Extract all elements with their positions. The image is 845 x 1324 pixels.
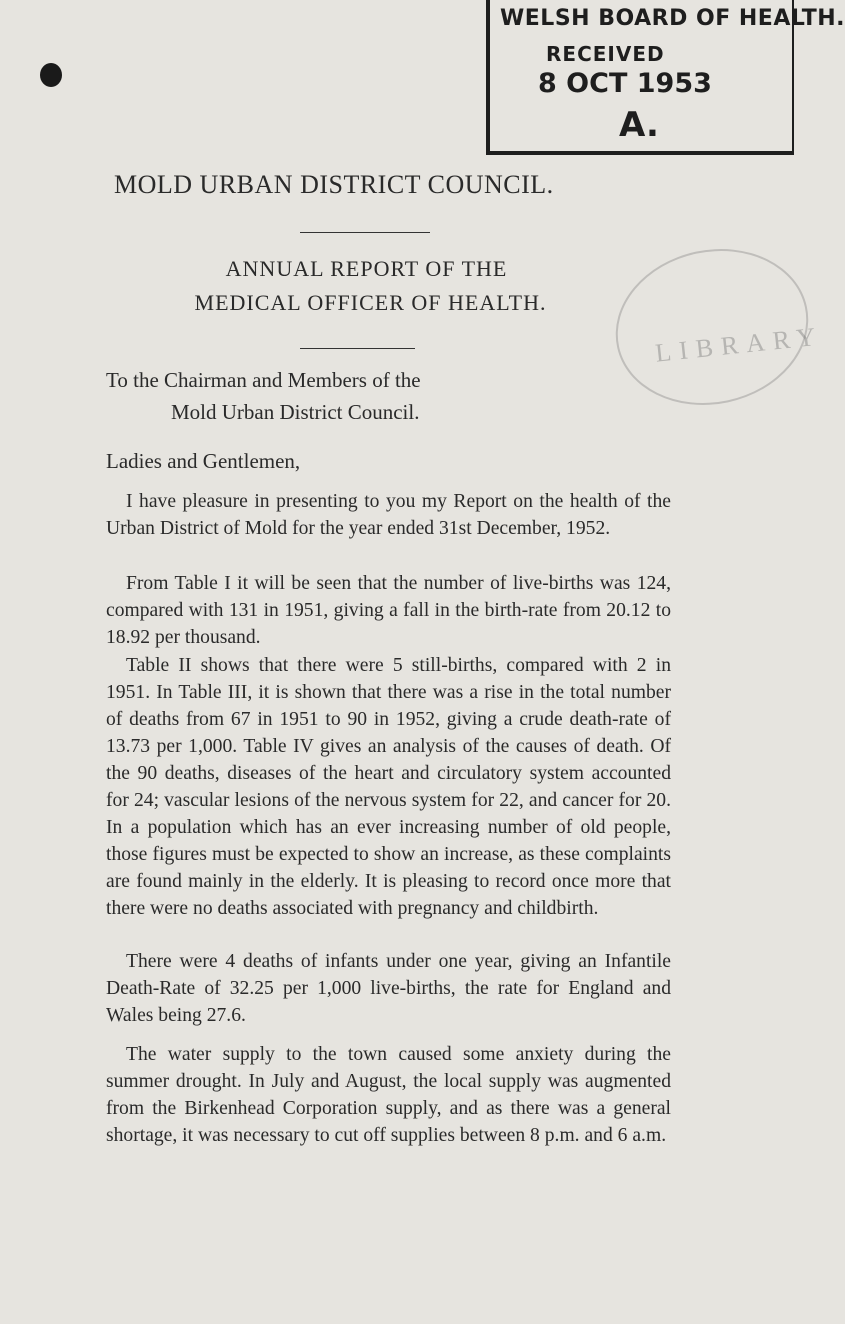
address-line2: Mold Urban District Council. — [171, 400, 420, 424]
stamp-organisation: WELSH BOARD OF HEALTH. — [500, 6, 845, 31]
punch-hole — [40, 63, 62, 87]
paragraph-introduction: I have pleasure in presenting to you my Report on the health of the Urban District of Mold for the year ended 31st December, 1952. — [106, 491, 671, 539]
report-title-line2: MEDICAL OFFICER OF HEALTH. — [194, 290, 547, 315]
divider — [300, 232, 430, 233]
paragraph-live-births: From Table I it will be seen that the number of live-births was 124, compared with 131 in 1951, giving a fall in the birth-rate from 20.12 to 18.92 per thousand. — [106, 573, 671, 648]
divider — [300, 348, 415, 349]
salutation: Ladies and Gentlemen, — [106, 449, 301, 473]
stamp-status: RECEIVED — [546, 42, 665, 66]
address-line1: To the Chairman and Members of the — [106, 368, 421, 392]
library-stamp-text: LIBRARY — [653, 321, 825, 368]
report-title-line1: ANNUAL REPORT OF THE — [225, 256, 508, 281]
paragraph-infant-deaths: There were 4 deaths of infants under one year, giving an Infantile Death-Rate of 32.25 per 1,000 live-births, the rate for England and Wales being 27.6. — [106, 951, 671, 1026]
paragraph-deaths: Table II shows that there were 5 still-births, compared with 2 in 1951. In Table III, it is shown that there was a rise in the total number of deaths from 67 in 1951 to 90 in 1952, giving a crude death-rate of 13.73 per 1,000. Table IV gives an analysis of the causes of death. Of the 90 deaths, diseases of the heart and circulatory system accounted for 24; vascular lesions of the nervous system for 22, and cancer for 20. In a population which has an ever increasing number of old people, those figures must be expected to show an increase, as these complaints are found mainly in the elderly. It is pleasing to record once more that there were no deaths associated with pregnancy and childbirth. — [106, 655, 671, 919]
received-stamp — [486, 0, 845, 155]
paragraph-water-supply: The water supply to the town caused some anxiety during the summer drought. In July and August, the local supply was augmented from the Birkenhead Corporation supply, and as there was a general shortage, it was necessary to cut off supplies between 8 p.m. and 6 a.m. — [106, 1044, 671, 1146]
council-name: MOLD URBAN DISTRICT COUNCIL. — [114, 170, 554, 199]
stamp-section: A. — [619, 105, 659, 145]
stamp-date: 8 OCT 1953 — [538, 68, 712, 99]
